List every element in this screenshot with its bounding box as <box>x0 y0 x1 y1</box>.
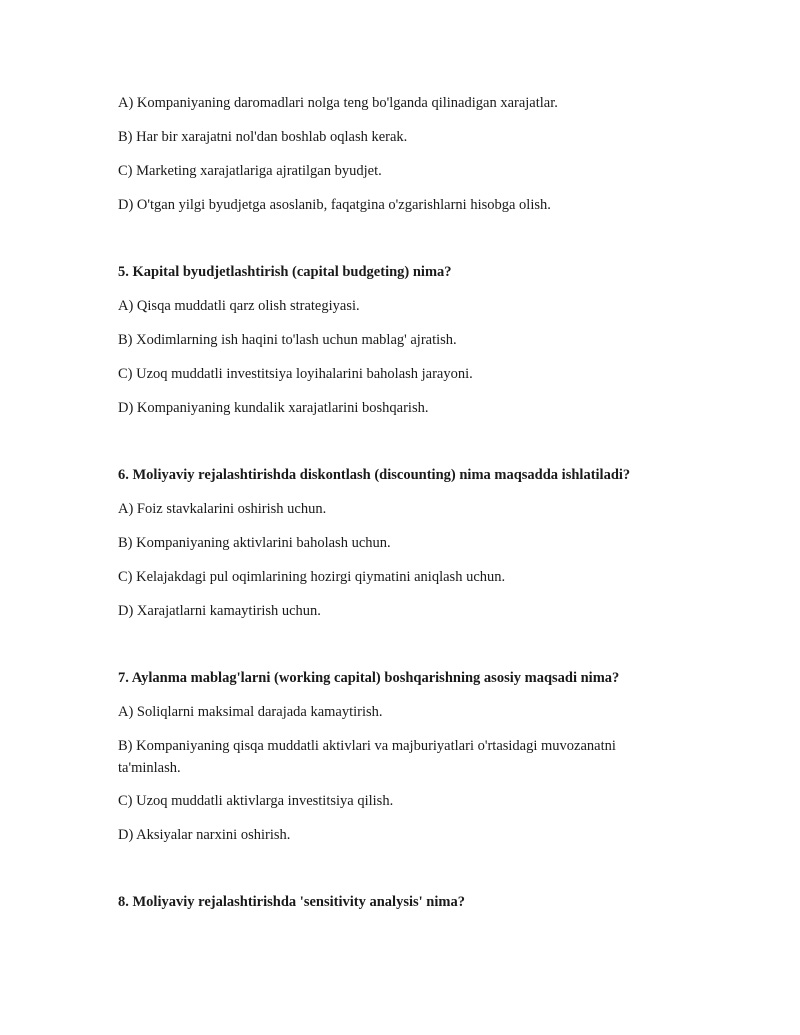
q4-option-c: C) Marketing xarajatlariga ajratilgan byudjet. <box>118 163 382 179</box>
q5-option-b: B) Xodimlarning ish haqini to'lash uchun mablag' ajratish. <box>118 332 457 348</box>
q7-option-a: A) Soliqlarni maksimal darajada kamaytirish. <box>118 704 383 720</box>
q6-option-b: B) Kompaniyaning aktivlarini baholash uchun. <box>118 535 391 551</box>
q4-option-b: B) Har bir xarajatni nol'dan boshlab oqlash kerak. <box>118 129 408 145</box>
q8-question: 8. Moliyaviy rejalashtirishda 'sensitivity analysis' nima? <box>118 894 465 910</box>
q7-question: 7. Aylanma mablag'larni (working capital) boshqarishning asosiy maqsadi nima? <box>118 670 620 686</box>
q7-option-c: C) Uzoq muddatli aktivlarga investitsiya qilish. <box>118 793 394 809</box>
q5-option-d: D) Kompaniyaning kundalik xarajatlarini boshqarish. <box>118 400 429 416</box>
q6-option-a: A) Foiz stavkalarini oshirish uchun. <box>118 501 327 517</box>
q4-option-a: A) Kompaniyaning daromadlari nolga teng bo'lganda qilinadigan xarajatlar. <box>118 95 558 111</box>
q4-option-d: D) O'tgan yilgi byudjetga asoslanib, faqatgina o'zgarishlarni hisobga olish. <box>118 197 551 213</box>
q5-option-a: A) Qisqa muddatli qarz olish strategiyasi. <box>118 298 360 314</box>
q6-option-c: C) Kelajakdagi pul oqimlarining hozirgi qiymatini aniqlash uchun. <box>118 569 506 585</box>
q6-option-d: D) Xarajatlarni kamaytirish uchun. <box>118 603 321 619</box>
q7-option-d: D) Aksiyalar narxini oshirish. <box>118 827 291 843</box>
q5-question: 5. Kapital byudjetlashtirish (capital budgeting) nima? <box>118 264 452 280</box>
q7-option-b: B) Kompaniyaning qisqa muddatli aktivlari va majburiyatlari o'rtasidagi muvozanatni ta'minlash. <box>118 738 616 776</box>
q5-option-c: C) Uzoq muddatli investitsiya loyihalarini baholash jarayoni. <box>118 366 473 382</box>
q6-question: 6. Moliyaviy rejalashtirishda diskontlash (discounting) nima maqsadda ishlatiladi? <box>118 467 631 483</box>
